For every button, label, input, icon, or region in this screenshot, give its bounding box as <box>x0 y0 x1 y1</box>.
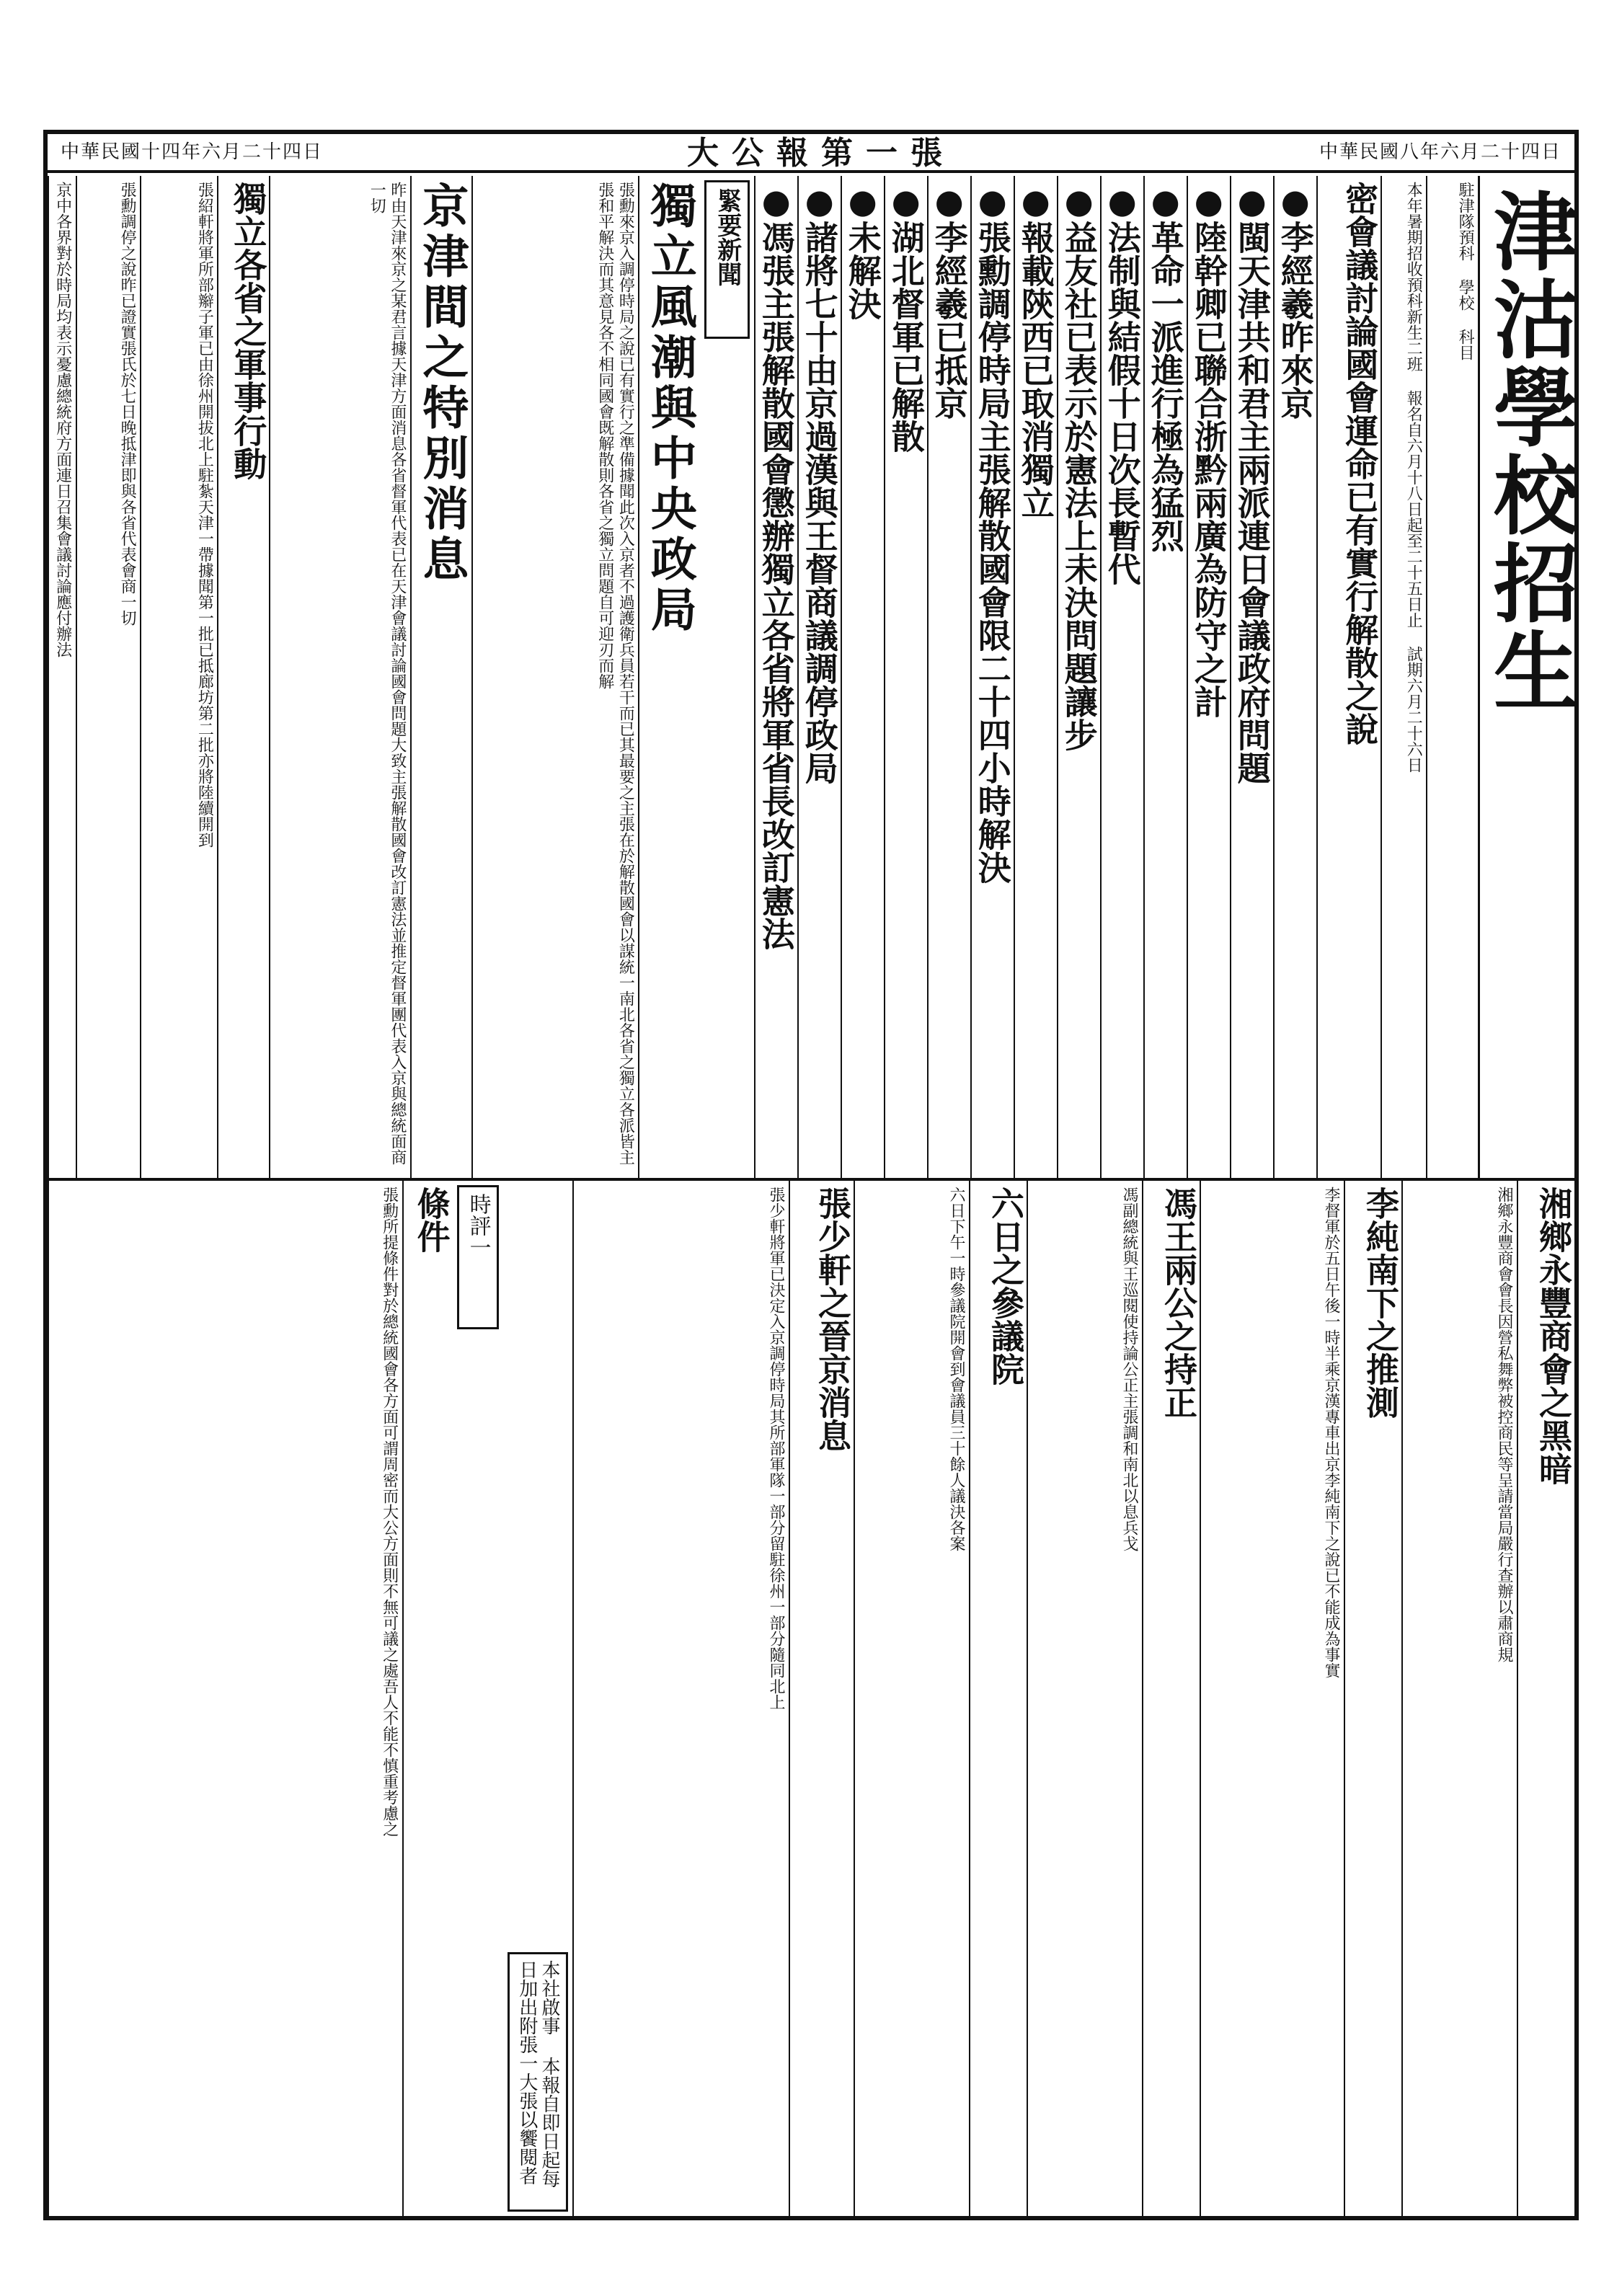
item-1: ●李經羲昨來京 <box>1273 176 1316 1178</box>
item-6: ●益友社已表示於憲法上未決問題讓步 <box>1057 176 1100 1178</box>
notice-box-body: 本報自即日起每日加出附張一大張以饗閱者 <box>515 1960 560 2188</box>
notice-text: 本年暑期招收預科新生二班 報名自六月十八日起至二十五日止 試期六月二十六日 <box>1381 176 1426 1178</box>
notice-title: 駐津隊預科 學校 科目 <box>1456 182 1475 360</box>
story-body-1: 張少軒將軍已決定入京調停時局其所部軍隊一部分留駐徐州一部分隨同北上 <box>572 1181 789 2216</box>
notice-box <box>508 1952 568 2212</box>
item-2: ●閩天津共和君主兩派連日會議政府問題 <box>1230 176 1273 1178</box>
item-13: ●馮張主張解散國會懲辦獨立各省將軍省長改訂憲法 <box>754 176 797 1178</box>
commentary-label: 時評一 <box>457 1185 499 1329</box>
dispatch-body: 昨由天津來京之某君言據天津方面消息各省督軍代表已在天津會議討論國會問題大致主張解散國會改訂憲法並推定督軍團代表入京與總統面商一切 <box>269 176 410 1178</box>
item-11: ●未解決 <box>841 176 884 1178</box>
notice-4-title: 六日之參議院 <box>969 1181 1027 2216</box>
notice-1-body: 湘鄉永豐商會會長因營私舞弊被控商民等呈請當局嚴行查辦以肅商規 <box>1401 1181 1517 2216</box>
essay-title: 獨立風潮與中央政局 <box>638 176 700 1178</box>
notice-3-title: 馮王兩公之持正 <box>1142 1181 1200 2216</box>
notice-3-body: 馮副總統與王巡閱使持論公正主張調和南北以息兵戈 <box>1027 1181 1142 2216</box>
masthead-notice <box>1426 176 1478 1178</box>
header-title: 大公報第一張 <box>687 135 955 172</box>
notice-4-body: 六日下午一時參議院開會到會議員三十餘人議決各案 <box>854 1181 969 2216</box>
item-8: ●張勳調停時局主張解散國會限二十四小時解決 <box>970 176 1014 1178</box>
notice-2-title: 李純南下之推測 <box>1344 1181 1401 2216</box>
item-5: ●法制與結假十日次長暫代 <box>1100 176 1143 1178</box>
notice-1-title: 湘鄉永豐商會之黑暗 <box>1517 1181 1574 2216</box>
item-3: ●陸幹卿已聯合浙黔兩廣為防守之計 <box>1187 176 1230 1178</box>
notice-2-body: 李督軍於五日午後一時半乘京漢專車出京李純南下之說已不能成為事實 <box>1200 1181 1344 2216</box>
bottom-section <box>48 1181 1574 2216</box>
independent-body: 張紹軒將軍所部辮子軍已由徐州開拔北上駐紮天津一帶據聞第一批已抵廊坊第二批亦將陸續開到 <box>140 176 217 1178</box>
item-4: ●革命一派進行極為猛烈 <box>1143 176 1187 1178</box>
dispatch-title: 京津間之特別消息 <box>410 176 472 1178</box>
essay-body: 張勳來京入調停時局之說已有實行之準備據聞此次入京者不過護衛兵員若干而已其最要之主張在於解散國會以謀統一南北各省之獨立各派皆主張和平解決而其意見各不相同國會既解散則各省之獨立問題自可迎刃而解 <box>471 176 638 1178</box>
story-2: 京中各界對於時局均表示憂慮總統府方面連日召集會議討論應付辦法 <box>48 176 76 1178</box>
item-12: ●諸將七十由京過漢與王督商議調停政局 <box>797 176 841 1178</box>
notice-box-title: 本社啟事 <box>539 1960 560 2035</box>
commentary-body: 張勳所提條件對於總統國會各方面可謂周密而大公方面則不無可議之處吾人不能不慎重考慮之 <box>48 1181 402 2216</box>
main-heading: 密會議討論國會運命已有實行解散之說 <box>1316 176 1381 1178</box>
item-7: ●報載陝西已取消獨立 <box>1014 176 1057 1178</box>
item-9: ●李經羲已抵京 <box>927 176 970 1178</box>
story-title-1: 張少軒之晉京消息 <box>789 1181 854 2216</box>
commentary-title: 條件 <box>402 1181 453 2216</box>
masthead: 津沽學校招生 <box>1478 176 1574 1178</box>
item-10: ●湖北督軍已解散 <box>884 176 927 1178</box>
story-1: 張勳調停之說昨已證實張氏於七日晚抵津即與各省代表會商一切 <box>76 176 141 1178</box>
top-section <box>48 176 1579 1181</box>
header-date-left: 中華民國十四年六月二十四日 <box>61 141 324 163</box>
news-label-box: 緊要新聞 <box>704 180 750 339</box>
header-date-right: 中華民國八年六月二十四日 <box>1319 141 1561 163</box>
independent-title: 獨立各省之軍事行動 <box>217 176 269 1178</box>
